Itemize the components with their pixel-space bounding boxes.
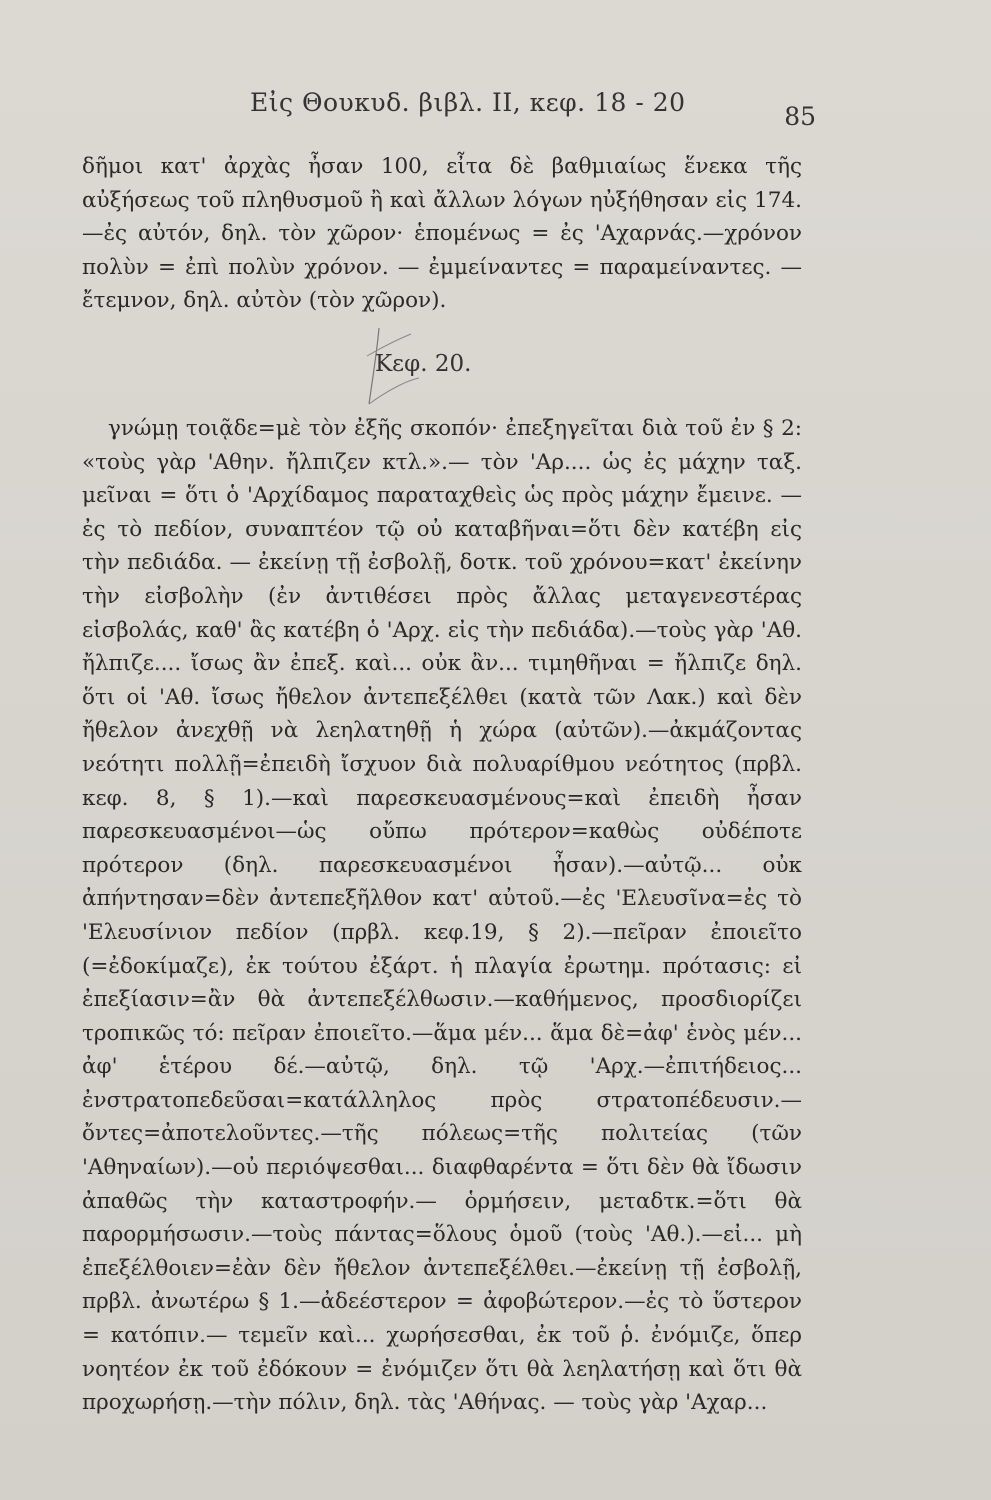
commentary-paragraph-1: δῆμοι κατ' ἀρχὰς ἦσαν 100, εἶτα δὲ βαθμιαίως ἕνεκα τῆς αὐξήσεως τοῦ πληθυσμοῦ ἢ καὶ ἄλλων λόγων ηὐξήθησαν εἰς 174.—ἐς αὐτόν, δηλ. τὸν χῶρον· ἑπομένως = ἐς 'Αχαρνάς.—χρόνον πολὺν = ἐπὶ πολὺν χρόνον. — ἐμμείναντες = παραμείναντες. — ἔτεμνον, δηλ. αὐτὸν (τὸν χῶρον). [82,154,802,314]
commentary-block-1 [82,150,802,318]
running-title: Εἰς Θουκυδ. βιβλ. II, κεφ. 18 - 20 [250,88,686,117]
page-number: 85 [784,102,816,131]
commentary-paragraph-2: γνώμῃ τοιᾷδε=μὲ τὸν ἐξῆς σκοπόν· ἐπεξηγεῖται διὰ τοῦ ἐν § 2: «τοὺς γὰρ 'Αθην. ἤλπιζεν κτλ.».— τὸν 'Αρ.... ὡς ἐς μάχην ταξ. μεῖναι = ὅτι ὁ 'Αρχίδαμος παραταχθεὶς ὡς πρὸς μάχην ἔμεινε. — ἐς τὸ πεδίον, συναπτέον τῷ οὐ καταβῆναι=ὅτι δὲν κατέβη εἰς τὴν πεδιάδα. — ἐκείνῃ τῇ ἐσβολῇ, δοτκ. τοῦ χρόνου=κατ' ἐκείνην τὴν εἰσβολὴν (ἐν ἀντιθέσει πρὸς ἄλλας μεταγενεστέρας εἰσβολάς, καθ' ἃς κατέβη ὁ 'Αρχ. εἰς τὴν πεδιάδα).—τοὺς γὰρ 'Αθ. ἤλπιζε.... ἴσως ἂν ἐπεξ. καὶ... οὐκ ἂν... τιμηθῆναι = ἤλπιζε δηλ. ὅτι οἱ 'Αθ. ἴσως ἤθελον ἀντεπεξέλθει (κατὰ τῶν Λακ.) καὶ δὲν ἤθελον ἀνεχθῇ νὰ λεηλατηθῇ ἡ χώρα (αὐτῶν).—ἀκμάζοντας νεότητι πολλῇ=ἐπειδὴ ἴσχυον διὰ πολυαρίθμου νεότητος (πρβλ. κεφ. 8, § 1).—καὶ παρεσκευασμένους=καὶ ἐπειδὴ ἦσαν παρεσκευασμένοι—ὡς οὔπω πρότερον=καθὼς οὐδέποτε πρότερον (δηλ. παρεσκευασμένοι ἦσαν).—αὐτῷ... οὐκ ἀπήντησαν=δὲν ἀντεπεξῆλθον κατ' αὐτοῦ.—ἐς 'Ελευσῖνα=ἐς τὸ 'Ελευσίνιον πεδίον (πρβλ. κεφ.19, § 2).—πεῖραν ἐποιεῖτο (=ἐδοκίμαζε), ἐκ τούτου ἐξάρτ. ἡ πλαγία ἐρωτημ. πρότασις: εἰ ἐπεξίασιν=ἂν θὰ ἀντεπεξέλθωσιν.—καθήμενος, προσδιορίζει τροπικῶς τό: πεῖραν ἐποιεῖτο.—ἅμα μέν... ἅμα δὲ=ἀφ' ἑνὸς μέν... ἀφ' ἑτέρου δέ.—αὐτῷ, δηλ. τῷ 'Αρχ.—ἐπιτήδειος... ἐνστρατοπεδεῦσαι=κατάλληλος πρὸς στρατοπέδευσιν.—ὄντες=ἀποτελοῦντες.—τῆς πόλεως=τῆς πολιτείας (τῶν 'Αθηναίων).—οὐ περιόψεσθαι... διαφθαρέντα = ὅτι δὲν θὰ ἴδωσιν ἀπαθῶς τὴν καταστροφήν.— ὁρμήσειν, μεταδτκ.=ὅτι θὰ παρορμήσωσιν.—τοὺς πάντας=ὅλους ὁμοῦ (τοὺς 'Αθ.).—εἰ... μὴ ἐπεξέλθοιεν=ἐὰν δὲν ἤθελον ἀντεπεξέλθει.—ἐκείνῃ τῇ ἐσβολῇ, πρβλ. ἀνωτέρω § 1.—ἀδεέστερον = ἀφοβώτερον.—ἐς τὸ ὕστερον = κατόπιν.— τεμεῖν καὶ... χωρήσεσθαι, ἐκ τοῦ ῥ. ἐνόμιζε, ὅπερ νοητέον ἐκ τοῦ ἐδόκουν = ἐνόμιζεν ὅτι θὰ λεηλατήσῃ καὶ ὅτι θὰ προχωρήσῃ.—τὴν πόλιν, δηλ. τὰς 'Αθήνας. — τοὺς γὰρ 'Αχαρ... [82,416,802,1416]
commentary-block-2 [82,412,802,1420]
chapter-heading: Κεφ. 20. [375,351,472,377]
